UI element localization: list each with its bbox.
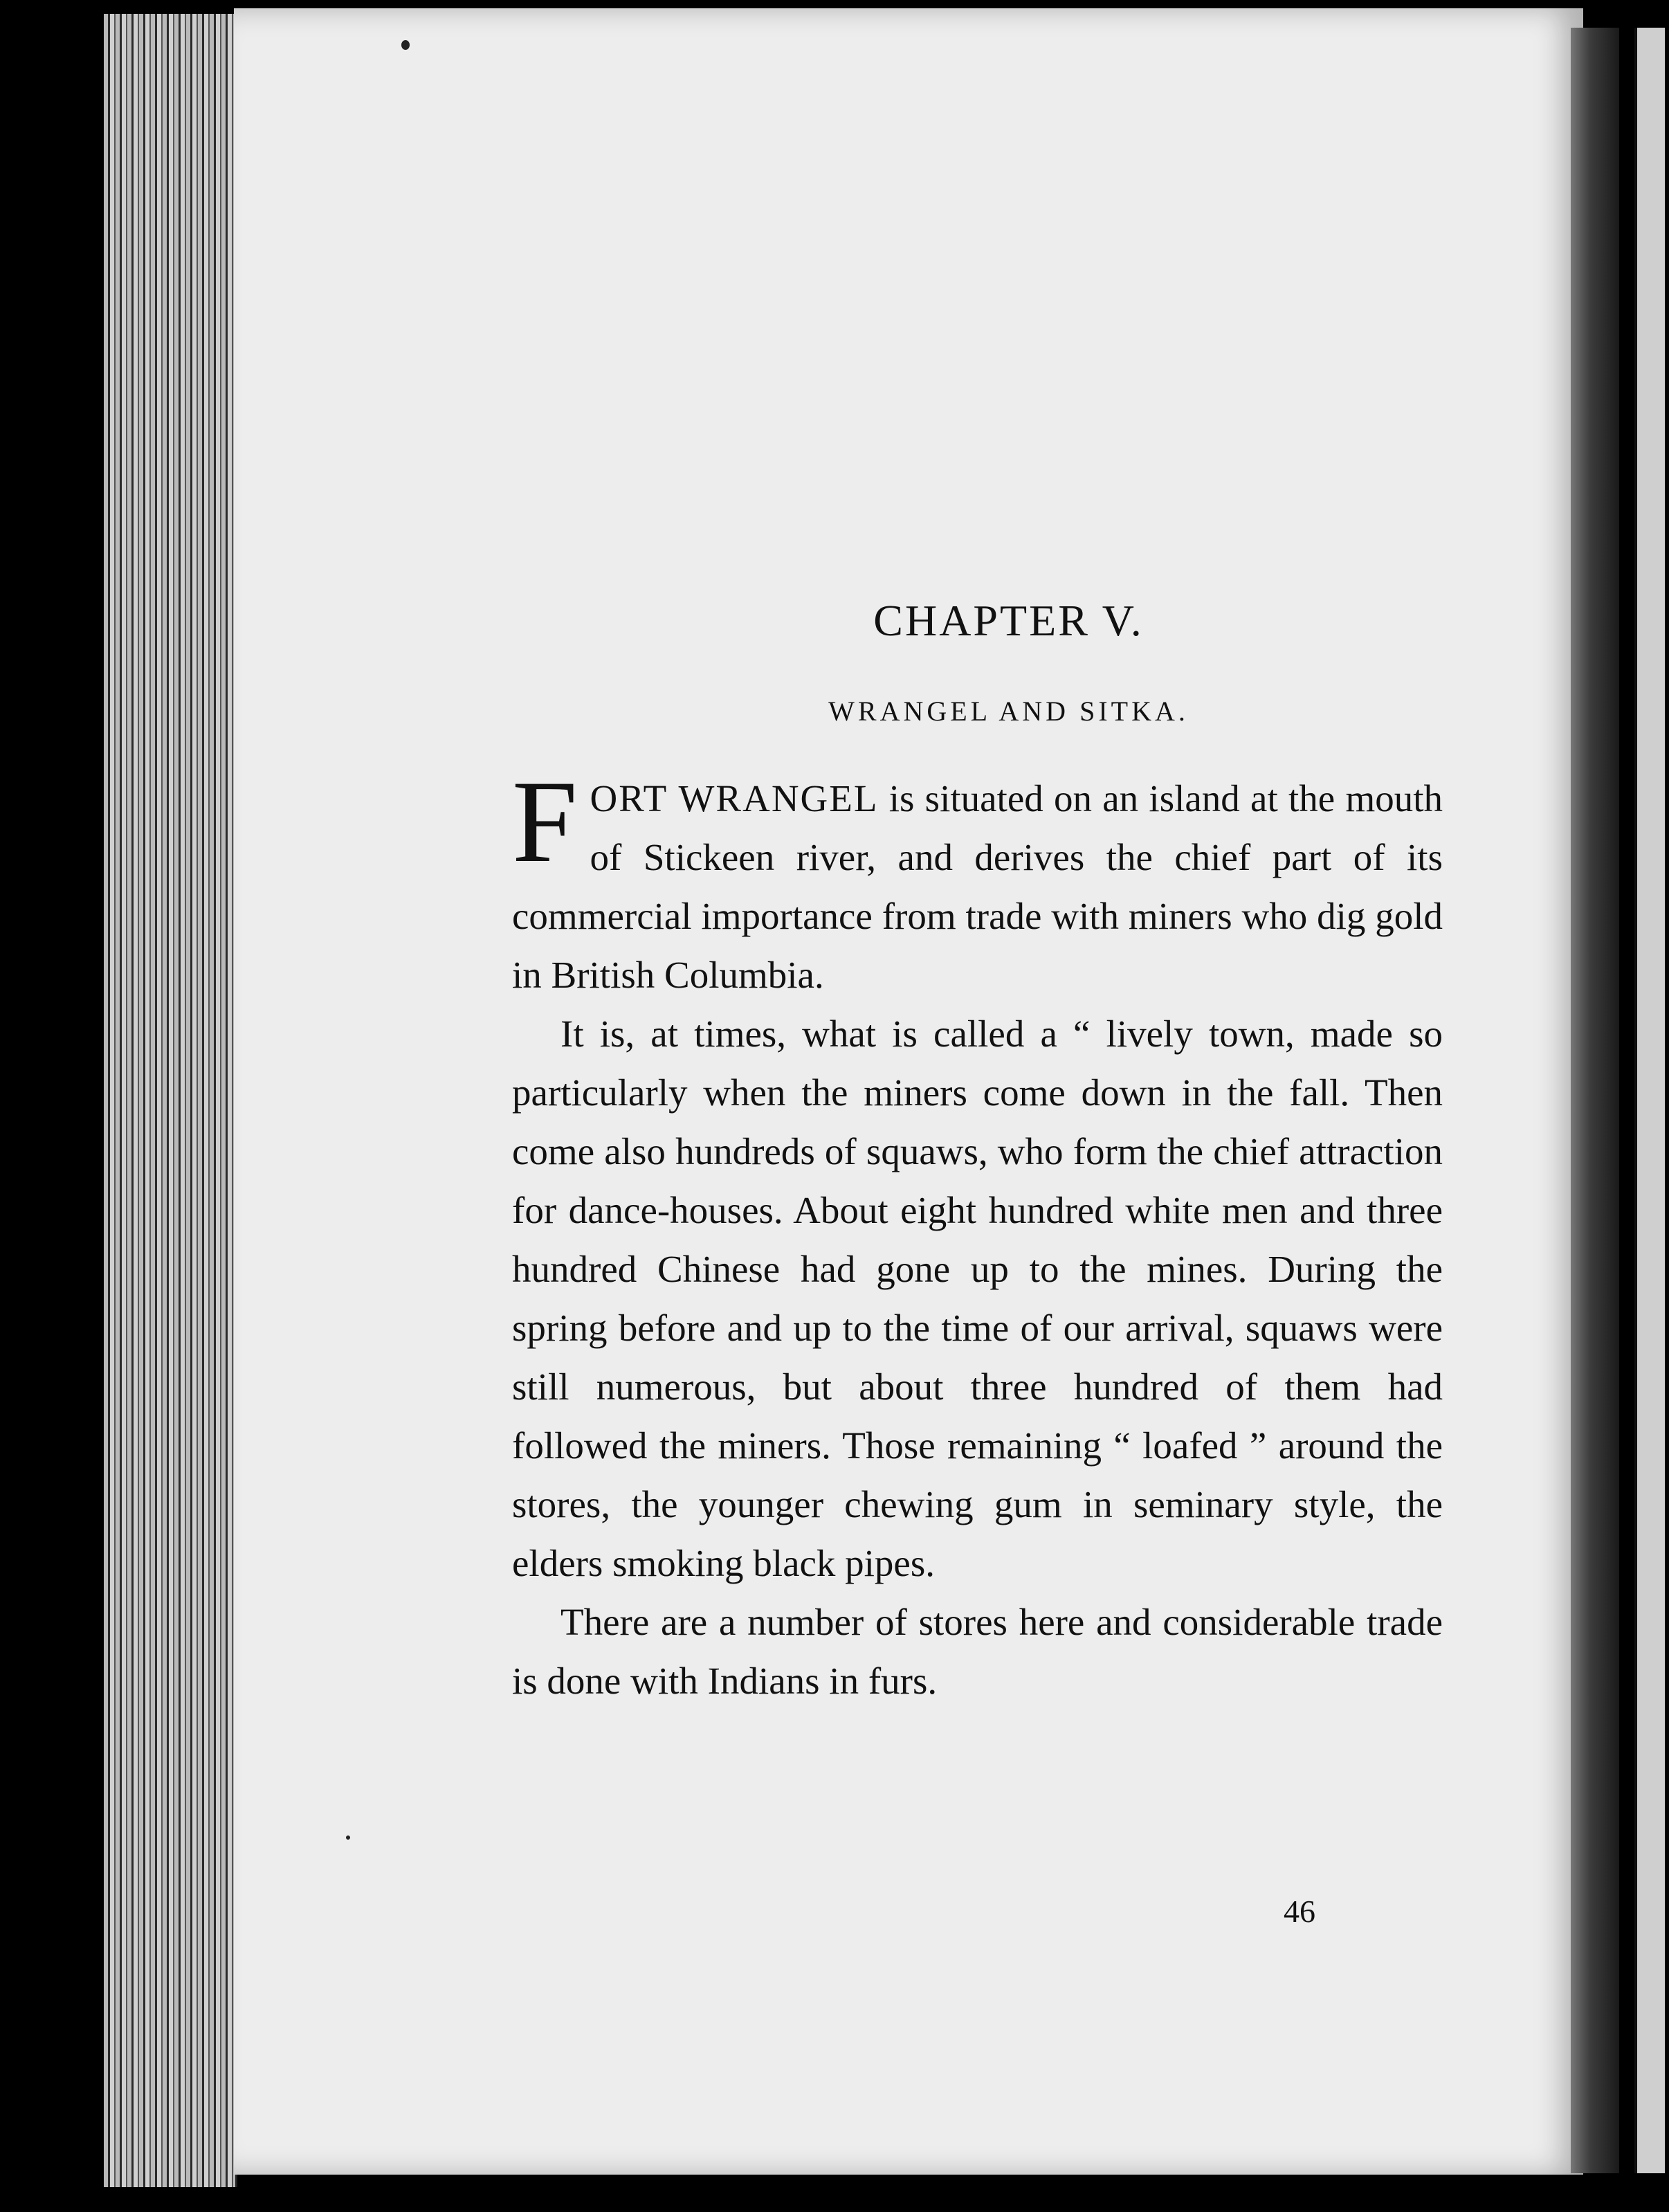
- drop-cap: F: [512, 756, 578, 887]
- chapter-subtitle: WRANGEL AND SITKA.: [828, 696, 1189, 727]
- paragraph-1: [512, 756, 1443, 1004]
- scan-speck: [346, 1835, 350, 1840]
- book-binding-shadow: [1571, 28, 1619, 2173]
- lead-words: ORT WRANGEL: [590, 777, 879, 819]
- book-page-edges: [104, 14, 237, 2187]
- scan-speck: [401, 40, 410, 50]
- page-content: [512, 595, 1443, 1710]
- left-margin-dark: [0, 0, 104, 2212]
- paragraph-2: It is, at times, what is called a “ lively town, made so particularly when the miners come down in the fall. Then come also hundreds of squaws, who form the chief attraction for dance-houses. About eight hundred white men and three hundred Chinese had gone up to the mines. During the spring before and up to the time of our arrival, squaws were still numerous, but about three hundred of them had followed the miners. Those remaining “ loafed ” around the stores, the younger chewing gum in seminary style, the elders smoking black pipes.: [512, 1013, 1443, 1584]
- chapter-title: CHAPTER V.: [873, 596, 1144, 645]
- facing-page-edge: [1634, 28, 1665, 2173]
- paragraph-3: There are a number of stores here and considerable trade is done with Indians in furs.: [512, 1601, 1443, 1702]
- paragraph-1-text: is situated on an island at the mouth of Stickeen river, and derives the chief part of its commercial importance from trade with miners who dig gold in British Columbia.: [512, 777, 1443, 996]
- page-number: 46: [1284, 1894, 1315, 1929]
